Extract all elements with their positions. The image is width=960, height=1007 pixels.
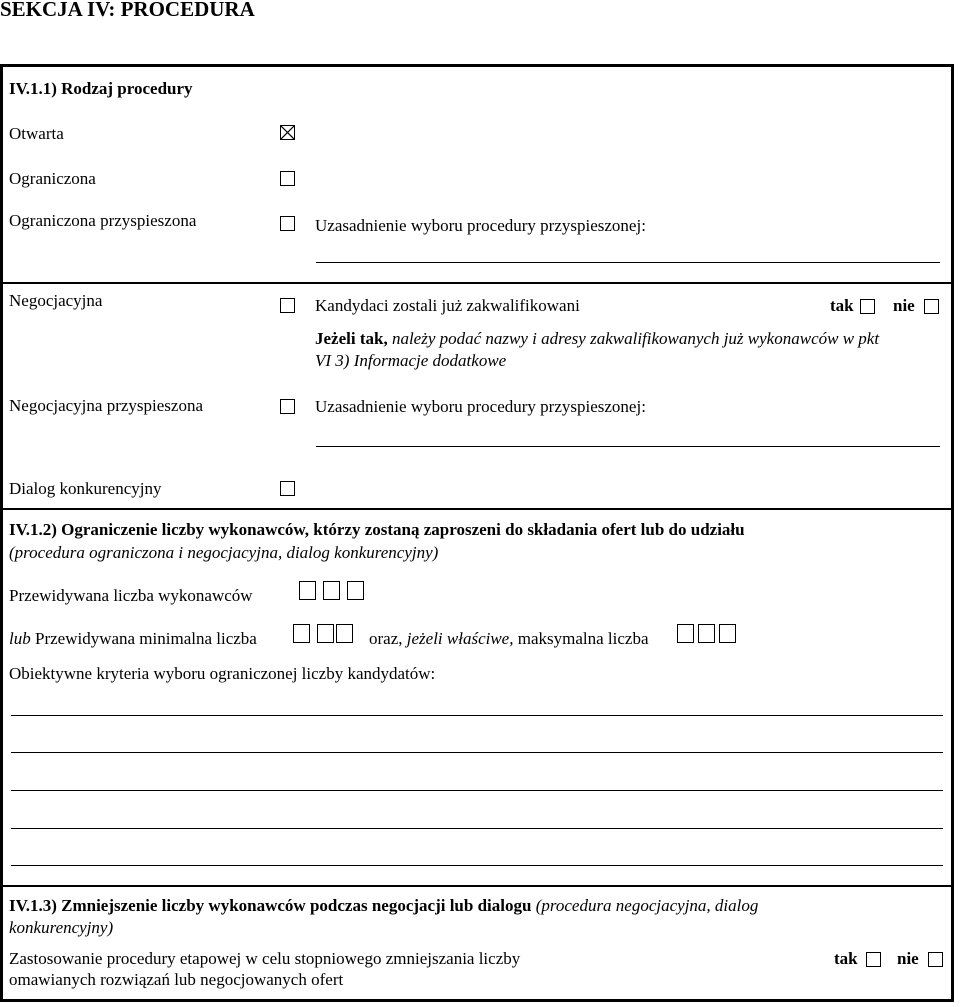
- fill-line-kryteria[interactable]: [11, 715, 943, 716]
- checked-x-icon: [281, 126, 294, 139]
- label-kandydaci: Kandydaci zostali już zakwalifikowani: [315, 296, 580, 315]
- fill-line-uzasadnienie-1[interactable]: [316, 262, 940, 263]
- heading-iv-1-1: IV.1.1) Rodzaj procedury: [9, 79, 193, 98]
- checkbox-otwarta[interactable]: [280, 125, 295, 140]
- note-jezeli-italic-2: VI 3) Informacje dodatkowe: [315, 351, 507, 370]
- note-jezeli-tak: [315, 329, 879, 349]
- heading-iv-1-3-italic: (procedura negocjacyjna, dialog: [531, 896, 759, 915]
- label-jezeli-wlasciwe: jeżeli właściwe,: [406, 629, 514, 648]
- note-jezeli-italic: należy podać nazwy i adresy zakwalifikowanych już wykonawców w pkt: [387, 329, 880, 348]
- label-min-text: Przewidywana minimalna liczba: [30, 629, 257, 648]
- label-przewidywana-min: [9, 629, 257, 649]
- label-oraz: oraz,: [369, 629, 407, 648]
- digit-box[interactable]: [336, 624, 353, 643]
- label-przewidywana-liczba: Przewidywana liczba wykonawców: [9, 586, 253, 605]
- label-kryteria: Obiektywne kryteria wyboru ograniczonej liczby kandydatów:: [9, 664, 436, 683]
- label-ograniczona: Ograniczona: [9, 169, 96, 188]
- checkbox-tak-2[interactable]: [866, 952, 881, 967]
- label-tak-1: tak: [830, 296, 854, 315]
- checkbox-negocjacyjna-przyspieszona[interactable]: [280, 399, 295, 414]
- label-uzasadnienie-2: Uzasadnienie wyboru procedury przyspieszonej:: [315, 397, 646, 416]
- checkbox-ograniczona[interactable]: [280, 171, 295, 186]
- digit-box[interactable]: [698, 624, 715, 643]
- divider: [3, 885, 951, 887]
- digit-box[interactable]: [347, 581, 364, 600]
- heading-iv-1-2: IV.1.2) Ograniczenie liczby wykonawców, którzy zostaną zaproszeni do składania ofert lub do udziału: [9, 520, 745, 539]
- checkbox-nie-2[interactable]: [928, 952, 943, 967]
- label-nie-1: nie: [893, 296, 915, 315]
- digit-box[interactable]: [293, 624, 310, 643]
- checkbox-negocjacyjna[interactable]: [280, 298, 295, 313]
- digit-box[interactable]: [719, 624, 736, 643]
- section-title: SEKCJA IV: PROCEDURA: [0, 0, 255, 21]
- digit-box[interactable]: [323, 581, 340, 600]
- fill-line-kryteria[interactable]: [11, 865, 943, 866]
- label-maksymalna: [369, 629, 649, 649]
- digit-box[interactable]: [677, 624, 694, 643]
- label-otwarta: Otwarta: [9, 124, 64, 143]
- fill-line-uzasadnienie-2[interactable]: [316, 446, 940, 447]
- divider: [3, 282, 951, 284]
- heading-iv-1-3-italic-2: konkurencyjny): [9, 918, 114, 937]
- divider: [3, 508, 951, 510]
- heading-iv-1-3-bold: IV.1.3) Zmniejszenie liczby wykonawców podczas negocjacji lub dialogu: [9, 896, 532, 915]
- checkbox-nie-1[interactable]: [924, 299, 939, 314]
- label-lub: lub: [9, 629, 31, 648]
- label-zastosowanie-2: omawianych rozwiązań lub negocjowanych ofert: [9, 970, 344, 989]
- label-negocjacyjna: Negocjacyjna: [9, 291, 103, 310]
- fill-line-kryteria[interactable]: [11, 790, 943, 791]
- note-jezeli-bold: Jeżeli tak,: [315, 329, 388, 348]
- label-nie-2: nie: [897, 949, 919, 968]
- fill-line-kryteria[interactable]: [11, 752, 943, 753]
- label-dialog: Dialog konkurencyjny: [9, 479, 162, 498]
- fill-line-kryteria[interactable]: [11, 828, 943, 829]
- checkbox-dialog[interactable]: [280, 481, 295, 496]
- digit-box[interactable]: [299, 581, 316, 600]
- label-ograniczona-przyspieszona: Ograniczona przyspieszona: [9, 211, 197, 230]
- subheading-iv-1-2: (procedura ograniczona i negocjacyjna, dialog konkurencyjny): [9, 543, 439, 562]
- label-maksymalna-text: maksymalna liczba: [513, 629, 649, 648]
- label-tak-2: tak: [834, 949, 858, 968]
- checkbox-tak-1[interactable]: [860, 299, 875, 314]
- heading-iv-1-3: [9, 896, 758, 916]
- checkbox-ograniczona-przyspieszona[interactable]: [280, 216, 295, 231]
- digit-box[interactable]: [317, 624, 334, 643]
- label-zastosowanie-1: Zastosowanie procedury etapowej w celu stopniowego zmniejszania liczby: [9, 949, 521, 968]
- label-uzasadnienie-1: Uzasadnienie wyboru procedury przyspieszonej:: [315, 216, 646, 235]
- label-negocjacyjna-przyspieszona: Negocjacyjna przyspieszona: [9, 396, 203, 415]
